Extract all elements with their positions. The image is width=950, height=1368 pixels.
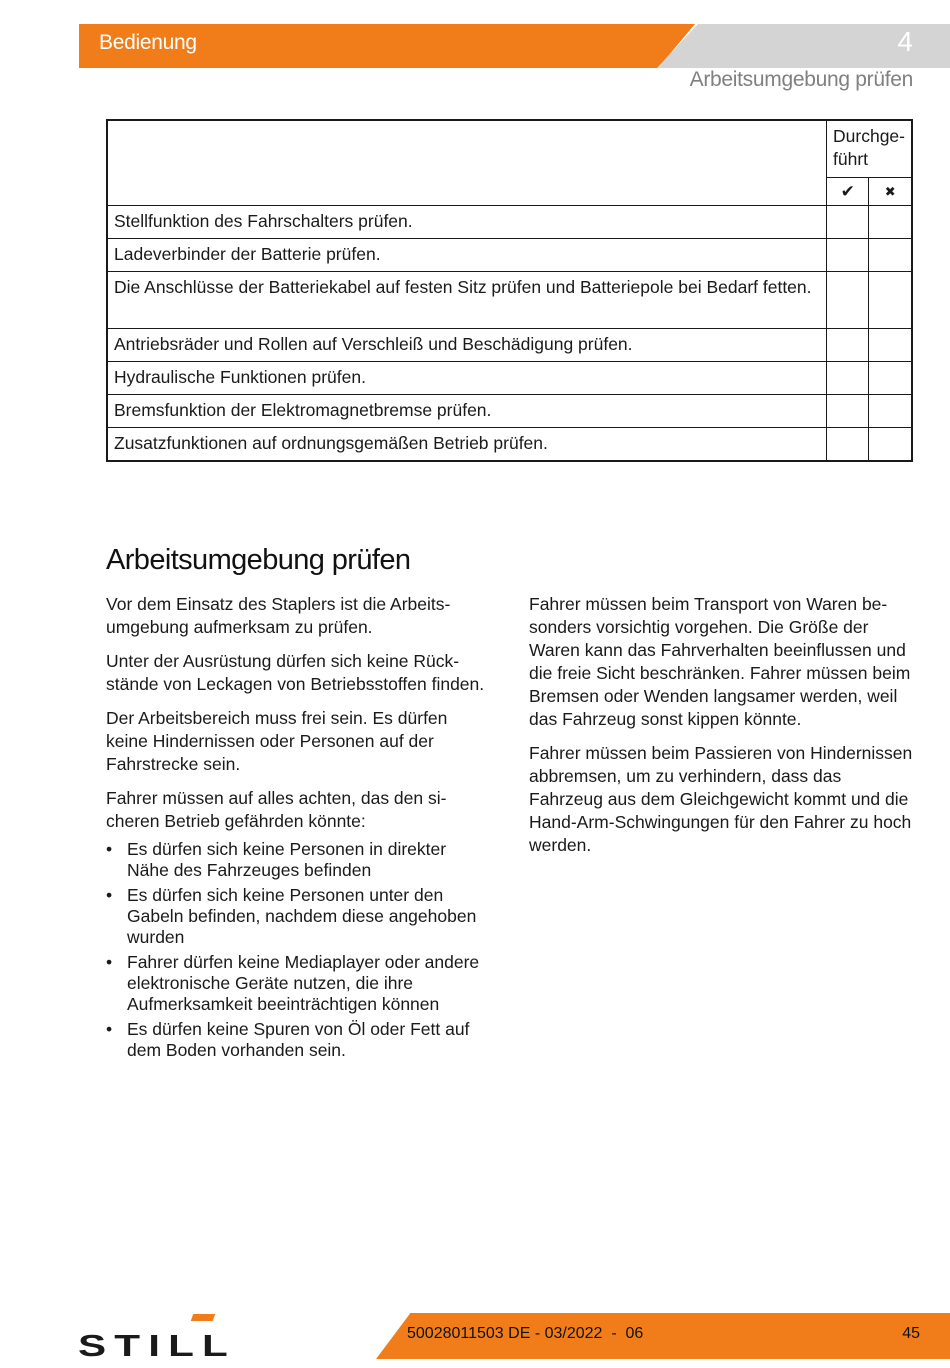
not-done-checkbox[interactable]: [869, 206, 912, 239]
not-done-checkbox[interactable]: [869, 362, 912, 395]
bullet-icon: •: [106, 885, 113, 905]
table-row: [107, 272, 912, 329]
check-mark-icon: ✔: [827, 178, 869, 206]
list-item: [106, 1019, 486, 1061]
paragraph: Fahrer müssen beim Transport von Waren besonders vorsichtig vorgehen. Die Größe der Waren kann das Fahrverhalten beeinflussen und die freie Sicht beschränken. Fahrer müssen beim Bremsen oder Wenden langsamer werden, weil das Fahrzeug sonst kippen könnte.: [529, 594, 911, 729]
document-reference: 50028011503 DE - 03/2022 - 06: [407, 1325, 644, 1342]
task-text: Stellfunktion des Fahrschalters prüfen.: [107, 206, 827, 239]
paragraph: Unter der Ausrüstung dürfen sich keine Rückstände von Leckagen von Betriebsstoffen finden.: [106, 651, 485, 694]
still-logo: [78, 1312, 238, 1360]
task-text: Bremsfunktion der Elektromagnetbremse prüfen.: [107, 395, 827, 428]
done-checkbox[interactable]: [827, 362, 869, 395]
list-item-text: Fahrer dürfen keine Mediaplayer oder andere elektronische Geräte nutzen, die ihre Aufmerksamkeit beeinträchtigen können: [127, 952, 480, 1014]
paragraph: Vor dem Einsatz des Staplers ist die Arbeitsumgebung aufmerksam zu prüfen.: [106, 594, 451, 637]
table-row: [107, 362, 912, 395]
table-row: [107, 395, 912, 428]
done-checkbox[interactable]: [827, 329, 869, 362]
bullet-icon: •: [106, 1019, 113, 1039]
not-done-checkbox[interactable]: [869, 272, 912, 329]
section-title: Arbeitsumgebung prüfen: [106, 544, 411, 576]
not-done-checkbox[interactable]: [869, 428, 912, 462]
bullet-icon: •: [106, 839, 113, 859]
right-column: [529, 593, 915, 868]
list-item: [106, 839, 486, 881]
logo-text: STILL: [78, 1328, 236, 1360]
table-header-blank: [107, 120, 827, 206]
header-section-title: Bedienung: [99, 31, 197, 54]
task-text: Ladeverbinder der Batterie prüfen.: [107, 239, 827, 272]
bullet-list: [106, 839, 486, 1061]
header-subtitle: Arbeitsumgebung prüfen: [689, 68, 913, 91]
table-row: [107, 239, 912, 272]
done-column-header: Durchge- führt: [827, 120, 912, 178]
done-checkbox[interactable]: [827, 428, 869, 462]
not-done-checkbox[interactable]: [869, 395, 912, 428]
cross-mark-icon: ✖: [869, 178, 912, 206]
list-item-text: Es dürfen sich keine Personen unter den Gabeln befinden, nachdem diese angehoben wurden: [127, 885, 477, 947]
list-item: [106, 885, 486, 948]
done-checkbox[interactable]: [827, 272, 869, 329]
done-checkbox[interactable]: [827, 206, 869, 239]
done-checkbox[interactable]: [827, 239, 869, 272]
task-text: Antriebsräder und Rollen auf Verschleiß und Beschädigung prüfen.: [107, 329, 827, 362]
paragraph: Der Arbeitsbereich muss frei sein. Es dürfen keine Hindernissen oder Personen auf der Fahrstrecke sein.: [106, 708, 448, 774]
task-text: Die Anschlüsse der Batteriekabel auf festen Sitz prüfen und Batteriepole bei Bedarf fetten.: [107, 272, 827, 329]
checklist-table: [106, 119, 913, 462]
task-text: Zusatzfunktionen auf ordnungsgemäßen Betrieb prüfen.: [107, 428, 827, 462]
table-row: [107, 329, 912, 362]
table-row: [107, 206, 912, 239]
chapter-number: 4: [897, 26, 913, 57]
list-item: [106, 952, 486, 1015]
not-done-checkbox[interactable]: [869, 329, 912, 362]
paragraph: Fahrer müssen beim Passieren von Hindernissen abbremsen, um zu verhindern, dass das Fahrzeug aus dem Gleichgewicht kommt und die Hand-Arm-Schwingungen für den Fahrer zu hoch werden.: [529, 743, 913, 855]
bullet-icon: •: [106, 952, 113, 972]
left-column: [106, 593, 486, 1065]
done-checkbox[interactable]: [827, 395, 869, 428]
table-row: [107, 428, 912, 462]
page-number: 45: [902, 1325, 920, 1342]
paragraph: Fahrer müssen auf alles achten, das den sicheren Betrieb gefährden könnte:: [106, 788, 447, 831]
not-done-checkbox[interactable]: [869, 239, 912, 272]
list-item-text: Es dürfen sich keine Personen in direkter Nähe des Fahrzeuges befinden: [127, 839, 447, 880]
task-text: Hydraulische Funktionen prüfen.: [107, 362, 827, 395]
list-item-text: Es dürfen keine Spuren von Öl oder Fett auf dem Boden vorhanden sein.: [127, 1019, 470, 1060]
